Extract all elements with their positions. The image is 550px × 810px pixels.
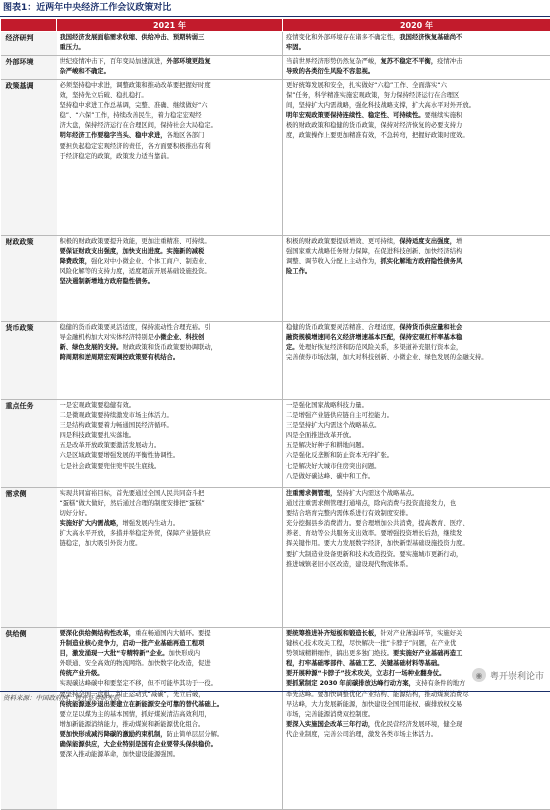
text-segment: 传统能源逐步退出要建立在新能源安全可靠的替代基础上。 <box>60 701 224 708</box>
title-divider <box>0 16 550 17</box>
text-line <box>286 710 548 720</box>
text-segment: 挥关键作用。 <box>286 540 324 547</box>
text-segment: 八是做好碳达峰、碳中和工作。 <box>286 473 374 480</box>
table-row <box>1 56 550 80</box>
text-segment: 要增强投资增长后劲，继续发 <box>380 530 462 537</box>
text-segment: 稳健的货币政策要灵活适度，保持流动性合理充裕。引 <box>60 324 211 331</box>
text-segment: 世纪疫情冲击下，百年变局加速演进， <box>60 58 167 65</box>
text-line <box>60 441 280 451</box>
cell-2020 <box>283 488 550 628</box>
text-segment: 强国家重大战略任务财力保障，在促进科技创新、加快经济结构 <box>286 248 462 255</box>
text-segment: 扩大高水平开放，多措并举稳定外贸，保障产业链供应 <box>60 530 211 537</box>
text-line <box>60 730 280 740</box>
text-segment: 通过注重需求侧管理打通堵点，除向消费与投资直接发力，也 <box>286 500 456 507</box>
text-segment: 要统筹推进补齐短板和锻造长板， <box>286 630 380 637</box>
text-segment: 养老、育幼等公共服务支出效率。 <box>286 530 380 537</box>
text-line <box>60 121 280 131</box>
text-segment: 五是改革开放政策要激活发展动力。 <box>60 442 161 449</box>
text-segment: 效，坚持先立后破、稳扎稳打。 <box>60 92 148 99</box>
text-line <box>286 237 548 247</box>
text-segment: 于经济稳定的政策，政策发力适当靠前。 <box>60 153 173 160</box>
text-segment: 增强发展内生动力。 <box>122 520 179 527</box>
text-segment: 完善债券市场法制，加大对科技创新、小微企业、绿色发展的金融支持。 <box>286 354 488 361</box>
text-segment: 坚持扩大内需这个战略基点。 <box>336 490 418 497</box>
text-line <box>60 462 280 472</box>
row-category: 供给侧 <box>1 628 57 810</box>
text-line <box>286 91 548 101</box>
table-row <box>1 400 550 488</box>
text-segment: 要大力发展数字经济，加快新型基础设施投资力度。 <box>324 540 469 547</box>
text-line <box>286 67 548 77</box>
text-line <box>60 142 280 152</box>
text-segment: 积极的财政政策要提质增效、更可持续， <box>286 238 399 245</box>
text-line <box>60 81 280 91</box>
text-segment: 实施好扩大内需战略， <box>60 520 123 527</box>
cell-2020 <box>283 80 550 236</box>
cell-2021 <box>57 322 283 400</box>
text-line <box>286 629 548 639</box>
text-segment: 实现碳达峰碳中和要坚定不移，但不可能毕其功于一役。 <box>60 680 217 687</box>
text-line <box>286 57 548 67</box>
text-line <box>286 649 548 659</box>
text-segment: “蛋糕”做大做好，然后通过合理的制度安排把“蛋糕” <box>60 500 205 507</box>
text-segment: 五是解决好种子和耕地问题。 <box>286 442 368 449</box>
cell-2020 <box>283 628 550 810</box>
text-segment: 保”任务，科学精准实施宏观政策，努力保持经济运行在合理区 <box>286 92 459 99</box>
text-segment: 财政政策和货币政策要协调联动， <box>122 344 216 351</box>
text-segment: 坚持稳中求进工作总基调，完整、准确、继续做好“六 <box>60 102 208 109</box>
row-category: 重点任务 <box>1 400 57 488</box>
text-segment: 处理好恢复经济和防范风险关系，多渠道补充银行资本金， <box>299 344 463 351</box>
text-segment: 跨周期和逆周期宏观调控政策要有机结合。 <box>60 354 180 361</box>
text-line <box>286 33 548 43</box>
text-segment: 复苏不稳定不平衡， <box>380 58 437 65</box>
text-segment: 六是强化反垄断和防止资本无序扩张。 <box>286 452 393 459</box>
table-row <box>1 628 550 810</box>
text-line <box>60 451 280 461</box>
text-line <box>60 421 280 431</box>
text-segment: 四是全面推进改革开放。 <box>286 432 355 439</box>
source-note: 资料来源：中国政府网、粤开证券研究院 <box>3 693 120 702</box>
header-2021: 2021 年 <box>57 19 283 32</box>
text-line <box>60 43 280 53</box>
watermark-text: 粤开崇利论市 <box>490 669 544 682</box>
table-row <box>1 322 550 400</box>
text-segment: 充分挖掘县乡消费潜力。 <box>286 520 355 527</box>
text-segment: 要深化供给侧结构性改革， <box>60 630 136 637</box>
text-segment: 外联通、安全高效的物流网络。加快数字化改造，促进 <box>60 660 211 667</box>
text-segment: 加快形成内 <box>169 650 200 657</box>
text-segment: 要深入实施国企改革三年行动， <box>286 721 374 728</box>
watermark <box>472 668 544 682</box>
text-line <box>286 550 548 560</box>
wechat-icon: ◉ <box>472 668 486 682</box>
text-segment: 链稳定，加大吸引外资力度。 <box>60 540 142 547</box>
row-category: 经济研判 <box>1 32 57 56</box>
text-segment: 增加新能源消纳能力，推动煤炭和新能源优化组合。 <box>60 721 205 728</box>
text-segment: 要开展种源“卡脖子”技术攻关，立志打一场种业翻身仗。 <box>286 670 445 677</box>
text-segment: 牢固。 <box>286 44 305 51</box>
text-segment: 针对产业薄弱环节，实施好关 <box>380 630 462 637</box>
table-row <box>1 32 550 56</box>
text-line <box>60 333 280 343</box>
cell-2020 <box>283 322 550 400</box>
text-segment: 实现共同富裕目标，首先要通过全国人民共同奋斗把 <box>60 490 205 497</box>
text-line <box>60 57 280 67</box>
text-segment: 早达峰，大力发展新能源，加快建设全国用能权、碳排放权交易 <box>286 701 462 708</box>
text-line <box>286 267 548 277</box>
text-line <box>60 111 280 121</box>
text-line <box>60 431 280 441</box>
table-row <box>1 236 550 322</box>
text-segment: 四是科技政策要扎实落地。 <box>60 432 136 439</box>
text-line <box>286 730 548 740</box>
text-line <box>286 560 548 570</box>
text-line <box>286 509 548 519</box>
text-line <box>60 401 280 411</box>
text-line <box>286 431 548 441</box>
text-line <box>60 353 280 363</box>
text-segment: 调整、调节收入分配上主动作为， <box>286 258 380 265</box>
text-line <box>286 247 548 257</box>
text-segment: 重压力。 <box>60 44 85 51</box>
text-segment: 重在畅通国内大循环。要提 <box>135 630 211 637</box>
text-segment: 切好分好。 <box>60 510 91 517</box>
text-line <box>60 91 280 101</box>
text-line <box>60 539 280 549</box>
cell-2020 <box>283 400 550 488</box>
text-segment: 必须坚持稳中求进，调整政策和推动改革要把握好时度 <box>60 82 211 89</box>
text-segment: 明年经济工作要稳字当头、稳中求进， <box>60 132 167 139</box>
text-segment: 三是结构政策要着力畅通国民经济循环。 <box>60 422 173 429</box>
text-segment: 间，坚持扩大内需战略，强化科技战略支撑，扩大高水平对外开放。 <box>286 102 475 109</box>
text-segment: 险工作。 <box>286 268 311 275</box>
text-segment: 要继续实施积 <box>425 112 463 119</box>
cell-2021 <box>57 400 283 488</box>
text-segment: 我国经济发展面临需求收缩、供给冲击、预期转弱三 <box>60 34 205 41</box>
text-line <box>286 489 548 499</box>
text-segment: 推进城镇老旧小区改造，建设现代物流体系。 <box>286 561 412 568</box>
text-line <box>286 43 548 53</box>
text-segment: 要实施好产业基础再造工 <box>393 650 462 657</box>
text-segment: 杂严峻和不确定。 <box>60 68 110 75</box>
text-line <box>60 710 280 720</box>
text-line <box>286 121 548 131</box>
text-segment: 要坚持全国一盘棋，纠正运动式“减碳”，先立后破， <box>60 691 205 698</box>
text-segment: 融资规模增速同名义经济增速基本匹配，保持宏观杠杆率基本稳 <box>286 334 462 341</box>
text-segment: 明年宏观政策要保持连续性、稳定性、可持续性。 <box>286 112 425 119</box>
text-line <box>60 649 280 659</box>
text-segment: 保持适度支出强度， <box>399 238 456 245</box>
text-segment: 保持货币供应量和社会 <box>399 324 462 331</box>
text-line <box>286 539 548 549</box>
text-segment: 要深入推动能源革命，加快建设能源强国。 <box>60 751 180 758</box>
cell-2020 <box>283 236 550 322</box>
text-line <box>60 529 280 539</box>
text-line <box>60 669 280 679</box>
table-row <box>1 80 550 236</box>
text-segment: 要担负起稳定宏观经济的责任，各方面要积极推出有利 <box>60 143 211 150</box>
text-line <box>286 81 548 91</box>
text-segment: 度，政策操作上要更加精准有效，不急转弯，把握好政策时度效。 <box>286 132 469 139</box>
text-line <box>286 333 548 343</box>
text-line <box>286 472 548 482</box>
text-line <box>60 67 280 77</box>
row-category: 政策基调 <box>1 80 57 236</box>
text-line <box>286 462 548 472</box>
text-line <box>286 353 548 363</box>
text-segment: 优化民营经济发展环境，健全现 <box>374 721 462 728</box>
text-segment: 要保证财政支出强度，加快支出进度。实施新的减税 <box>60 248 205 255</box>
text-segment: 要扩大制造业设备更新和技术改造投资。 <box>286 551 399 558</box>
text-segment: 要实施城市更新行动， <box>399 551 462 558</box>
row-category: 外部环境 <box>1 56 57 80</box>
cell-2021 <box>57 236 283 322</box>
text-segment: 要加快形成减污降碳的激励约束机制， <box>60 731 167 738</box>
text-segment: 键核心技术攻关工程，尽快解决一批“卡脖子”问题，在产业优 <box>286 640 456 647</box>
text-line <box>286 421 548 431</box>
table-row <box>1 488 550 628</box>
text-segment: 各地区各部门 <box>167 132 205 139</box>
text-segment: 外部环境更趋复 <box>167 58 211 65</box>
text-line <box>60 639 280 649</box>
text-segment: 抓实化解地方政府隐性债务风 <box>380 258 462 265</box>
text-segment: 目，激发涌现一大批“专精特新”企业。 <box>60 650 169 657</box>
cell-2020 <box>283 32 550 56</box>
text-segment: 市场，完善能源消费双控制度。 <box>286 711 374 718</box>
text-line <box>286 529 548 539</box>
cell-2021 <box>57 488 283 628</box>
text-segment: 导金融机构加大对实体经济特别是 <box>60 334 154 341</box>
text-segment: 升制造业核心竞争力，启动一批产业基础再造工程项 <box>60 640 205 647</box>
text-line <box>60 629 280 639</box>
text-segment: 坚决遏制新增地方政府隐性债务。 <box>60 278 154 285</box>
text-line <box>60 33 280 43</box>
text-line <box>60 509 280 519</box>
cell-2021 <box>57 80 283 236</box>
text-line <box>286 343 548 353</box>
text-line <box>286 441 548 451</box>
text-line <box>60 277 280 287</box>
text-line <box>286 499 548 509</box>
text-segment: 疫情变化和外部环境存在诸多不确定性， <box>286 34 399 41</box>
text-segment: 二是微观政策要持续激发市场主体活力。 <box>60 412 173 419</box>
cell-2020 <box>283 56 550 80</box>
row-category: 需求侧 <box>1 488 57 628</box>
cell-2021 <box>57 32 283 56</box>
text-segment: 要立足以煤为主的基本国情，抓好煤炭清洁高效利用， <box>60 711 211 718</box>
text-segment: 导致的各类衍生风险不容忽视。 <box>286 68 374 75</box>
text-segment: 降费政策， <box>60 258 91 265</box>
figure-title: 图表1：近两年中央经济工作会议政策对比 <box>3 1 171 15</box>
text-line <box>60 343 280 353</box>
text-segment: 三是坚持扩大内需这个战略基点。 <box>286 422 380 429</box>
text-segment: 更好统筹发展和安全，扎实做好“六稳”工作、全面落实“六 <box>286 82 447 89</box>
text-line <box>286 131 548 141</box>
text-line <box>286 720 548 730</box>
text-segment: 新、绿色发展的支持。 <box>60 344 123 351</box>
text-segment: 强化对中小微企业、个体工商户、制造业、 <box>91 258 211 265</box>
text-line <box>60 152 280 162</box>
text-segment: 势领域精耕细作，搞出更多独门绝技。 <box>286 650 393 657</box>
text-segment: 确保能源供应，大企业特别是国有企业要带头保供稳价。 <box>60 741 217 748</box>
text-line <box>286 323 548 333</box>
text-segment: 防止简单层层分解。 <box>167 731 224 738</box>
text-segment: 二是增强产业链供应链自主可控能力。 <box>286 412 393 419</box>
text-segment: 定。 <box>286 344 299 351</box>
text-segment: 代企业制度，完善公司治理，激发各类市场主体活力。 <box>286 731 437 738</box>
text-line <box>286 101 548 111</box>
text-line <box>60 499 280 509</box>
text-segment: 要加快调整优化产业结构、能源结构，推动煤炭消费尽 <box>317 691 468 698</box>
text-segment: 疫情冲击 <box>437 58 462 65</box>
text-segment: 六是区域政策要增强发展的平衡性协调性。 <box>60 452 180 459</box>
text-line <box>60 267 280 277</box>
text-segment: 注重需求侧管理， <box>286 490 336 497</box>
text-segment: 增 <box>456 238 462 245</box>
cell-2021 <box>57 628 283 810</box>
text-segment: 极的财政政策和稳健的货币政策，保持对经济恢复的必要支持力 <box>286 122 462 129</box>
text-line <box>60 257 280 267</box>
text-segment: 率先达峰。 <box>286 691 317 698</box>
text-segment: 七是社会政策要兜住兜牢民生底线。 <box>60 463 161 470</box>
text-segment: 一是强化国家战略科技力量。 <box>286 402 368 409</box>
text-segment: 要抓紧制定 2030 年前碳排放达峰行动方案， <box>286 680 415 687</box>
text-line <box>60 740 280 750</box>
header-row <box>1 19 550 32</box>
text-segment: 我国经济恢复基础尚不 <box>399 34 462 41</box>
text-segment: 七是解决好大城市住房突出问题。 <box>286 463 380 470</box>
text-line <box>286 401 548 411</box>
text-line <box>60 131 280 141</box>
text-segment: 小微企业、科技创 <box>154 334 204 341</box>
text-line <box>286 451 548 461</box>
row-category: 财政政策 <box>1 236 57 322</box>
text-line <box>60 659 280 669</box>
text-line <box>60 679 280 689</box>
cell-2021 <box>57 56 283 80</box>
text-segment: 当前世界经济形势仍然复杂严峻， <box>286 58 380 65</box>
row-category: 货币政策 <box>1 322 57 400</box>
text-line <box>60 101 280 111</box>
text-line <box>60 247 280 257</box>
footer-divider <box>0 691 550 692</box>
text-line <box>286 257 548 267</box>
text-segment: 济大盘，保持经济运行在合理区间，保持社会大局稳定。 <box>60 122 217 129</box>
text-line <box>286 519 548 529</box>
text-line <box>60 411 280 421</box>
text-segment: 要结合培育完整内需体系进行有效制度安排。 <box>286 510 412 517</box>
text-segment: 传统产业升级。 <box>60 670 104 677</box>
text-segment: 一是宏观政策要稳健有效。 <box>60 402 136 409</box>
text-segment: 支持有条件的地方 <box>415 680 465 687</box>
text-segment: 风险化解等的支持力度，适度超前开展基础设施投资。 <box>60 268 211 275</box>
text-line <box>286 411 548 421</box>
text-segment: 要合理增加公共消费，提高教育、医疗、 <box>355 520 468 527</box>
header-2020: 2020 年 <box>283 19 550 32</box>
text-line <box>60 323 280 333</box>
text-line <box>60 489 280 499</box>
text-segment: 积极的财政政策要提升效能，更加注重精准、可持续。 <box>60 238 211 245</box>
text-segment: 程，打牢基础零部件、基础工艺、关键基础材料等基础。 <box>286 660 443 667</box>
text-line <box>60 519 280 529</box>
text-segment: 稳”、“六保”工作，持续改善民生，着力稳定宏观经 <box>60 112 202 119</box>
text-line <box>286 639 548 649</box>
text-line <box>60 750 280 760</box>
text-segment: 稳健的货币政策要灵活精准、合理适度， <box>286 324 399 331</box>
header-category <box>1 19 57 32</box>
text-line <box>60 237 280 247</box>
text-line <box>286 111 548 121</box>
text-line <box>60 720 280 730</box>
